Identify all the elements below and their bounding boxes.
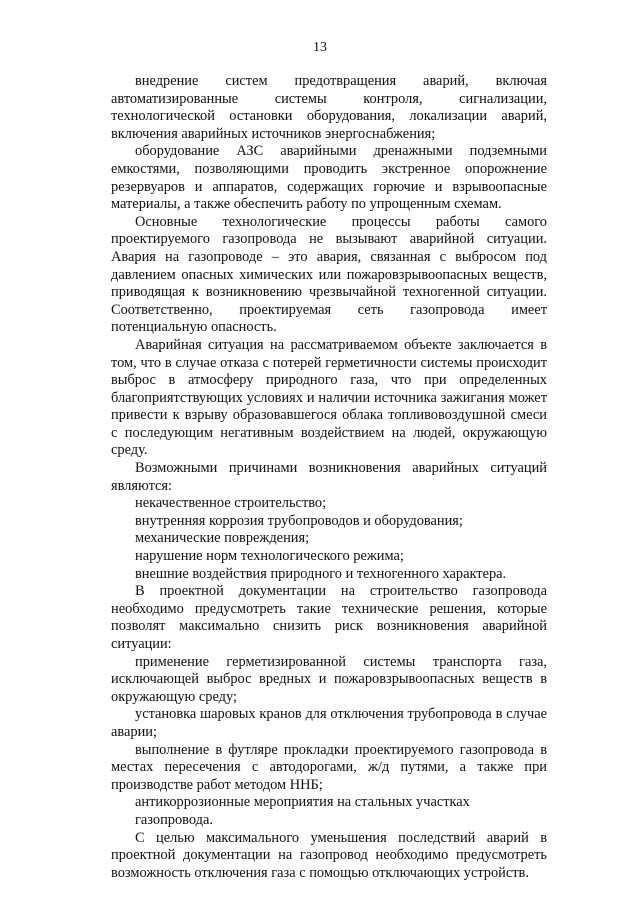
paragraph: С целью максимального уменьшения последствий аварий в проектной документации на газопровод необходимо предусмотреть возможность отключения газа с помощью отключающих устройств. — [111, 829, 547, 881]
paragraph: В проектной документации на строительство газопровода необходимо предусмотреть такие технические решения, которые позволят максимально снизить риск возникновения аварийной ситуации: — [111, 583, 547, 652]
list-item: внешние воздействия природного и техногенного характера. — [135, 565, 507, 582]
paragraph: установка шаровых кранов для отключения трубопровода в случае аварии; — [111, 706, 547, 740]
paragraph: Аварийная ситуация на рассматриваемом объекте заключается в том, что в случае отказа с потерей герметичности системы происходит выброс в атмосферу природного газа, что при определенных благоприятствующих условиях и наличии источника зажигания может привести к взрыву образовавшегося облака топливовоздушной смеси с последующим негативным воздействием на людей, окружающую среду. — [111, 336, 547, 459]
list-item: нарушение норм технологического режима; — [135, 548, 404, 565]
list-item: некачественное строительство; — [135, 495, 327, 512]
paragraph: применение герметизированной системы транспорта газа, исключающей выброс вредных и пожаровзрывоопасных веществ в окружающую среду; — [111, 653, 547, 705]
document-body — [111, 73, 547, 882]
paragraph: внедрение систем предотвращения аварий, включая автоматизированные системы контроля, сигнализации, технологической остановки оборудования, локализации аварий, включения аварийных источников энергоснабжения; — [111, 73, 547, 142]
page-number: 13 — [313, 40, 327, 55]
list-item: механические повреждения; — [135, 530, 310, 547]
paragraph: выполнение в футляре прокладки проектируемого газопровода в местах пересечения с автодорогами, ж/д путями, а также при производстве работ методом ННБ; — [111, 741, 547, 793]
list-item: антикоррозионные мероприятия на стальных участках газопровода. — [135, 794, 470, 828]
list-item: внутренняя коррозия трубопроводов и оборудования; — [135, 512, 463, 529]
paragraph: Основные технологические процессы работы самого проектируемого газопровода не вызывают аварийной ситуации. Авария на газопроводе – это авария, связанная с выбросом под давлением опасных химических или пожаровзрывоопасных веществ, приводящая к возникновению чрезвычайной техногенной ситуации. Соответственно, проектируемая сеть газопровода имеет потенциальную опасность. — [111, 213, 547, 336]
paragraph: Возможными причинами возникновения аварийных ситуаций являются: — [111, 460, 547, 494]
paragraph: оборудование АЗС аварийными дренажными подземными емкостями, позволяющими проводить экстренное опорожнение резервуаров и аппаратов, содержащих горючие и взрывоопасные материалы, а также обеспечить работу по упрощенным схемам. — [111, 143, 547, 213]
